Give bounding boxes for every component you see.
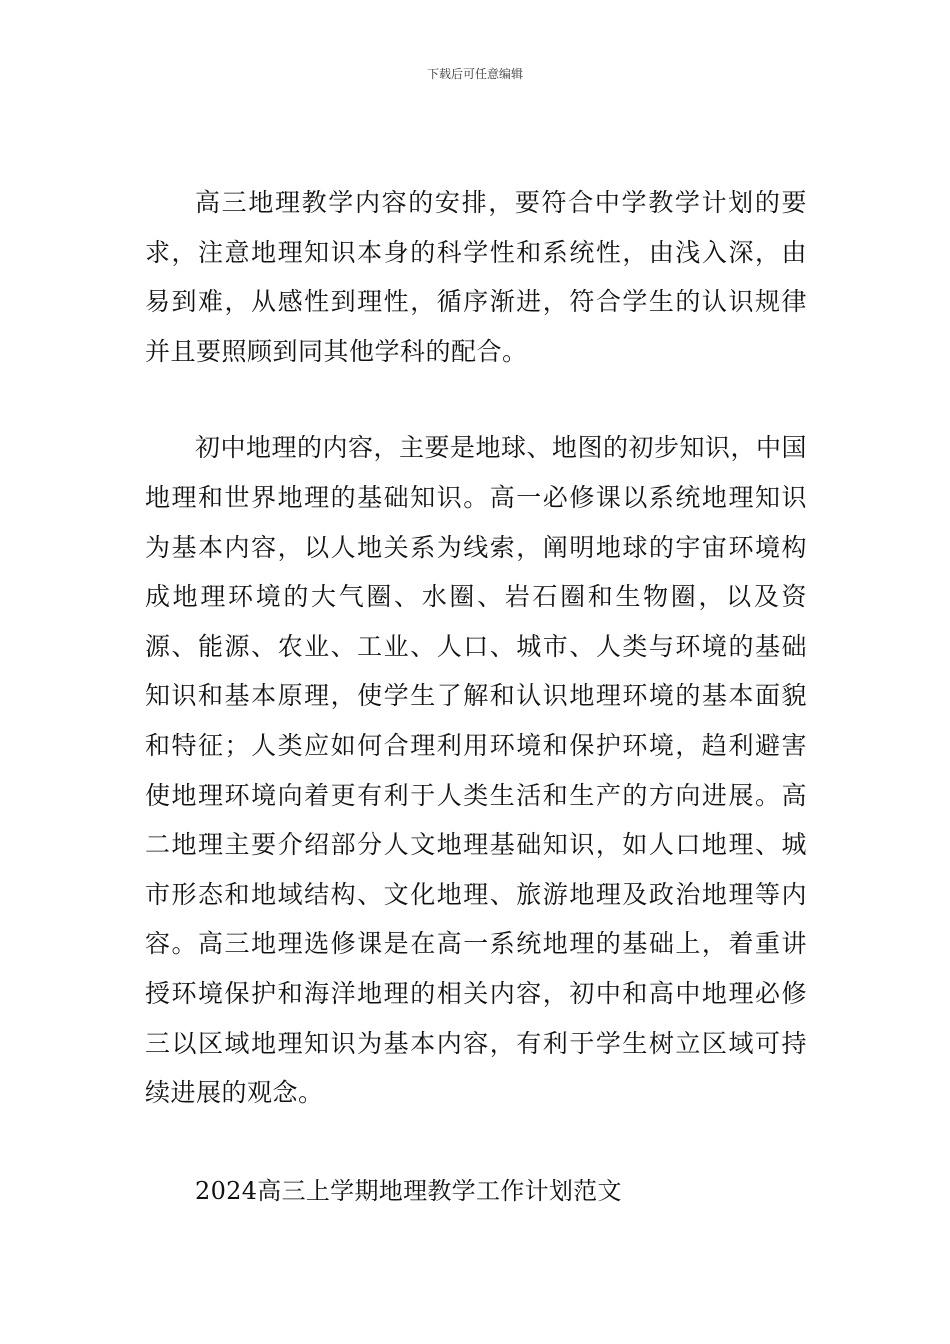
- paragraph-curriculum-content: 初中地理的内容，主要是地球、地图的初步知识，中国地理和世界地理的基础知识。高一必修课以系统地理知识为基本内容，以人地关系为线索，阐明地球的宇宙环境构成地理环境的大气圈、水圈、岩石圈和生物圈，以及资源、能源、农业、工业、人口、城市、人类与环境的基础知识和基本原理，使学生了解和认识地理环境的基本面貌和特征；人类应如何合理利用环境和保护环境，趋利避害使地理环境向着更有利于人类生活和生产的方向进展。高二地理主要介绍部分人文地理基础知识，如人口地理、城市形态和地域结构、文化地理、旅游地理及政治地理等内容。高三地理选修课是在高一系统地理的基础上，着重讲授环境保护和海洋地理的相关内容，初中和高中地理必修三以区域地理知识为基本内容，有利于学生树立区域可持续进展的观念。: [145, 433, 808, 1108]
- paragraph-teaching-arrangement: 高三地理教学内容的安排，要符合中学教学计划的要求，注意地理知识本身的科学性和系统性，由浅入深，由易到难，从感性到理性，循序渐进，符合学生的认识规律并且要照顾到同其他学科的配合。: [145, 188, 807, 366]
- section-title: 2024高三上学期地理教学工作计划范文: [195, 1176, 622, 1205]
- document-body: [145, 178, 807, 1216]
- page-header-note: 下载后可任意编辑: [426, 67, 523, 81]
